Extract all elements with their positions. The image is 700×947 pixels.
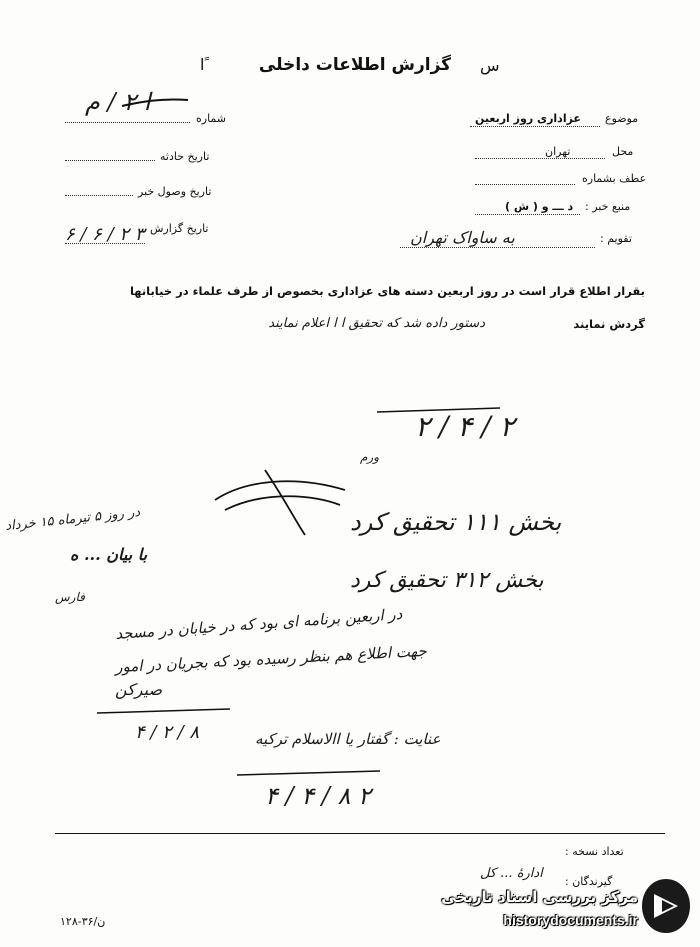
note-date-3: ۴ / ۴ / ۸ ۲: [265, 782, 371, 810]
subject-value: عزاداری روز اربعین: [475, 112, 581, 125]
location-label: محل: [612, 145, 634, 158]
watermark-url: historydocuments.ir: [503, 912, 638, 928]
note-date-3-stroke: [235, 765, 385, 781]
assessment-dots: [400, 247, 595, 248]
report-date-label: تاریخ گزارش: [150, 222, 209, 235]
number-label: شماره: [196, 112, 227, 125]
location-value: تهران: [545, 145, 571, 158]
number-dots: [65, 122, 190, 123]
news-received-date-dots: [65, 195, 133, 196]
note-center-2: بخش ۳۱۲ تحقیق کرد: [350, 568, 544, 593]
page-title: گزارش اطلاعات داخلی: [258, 55, 452, 75]
source-label: منبع خبر :: [585, 200, 631, 213]
note-center-1: بخش ۱۱۱ تحقیق کرد: [350, 508, 562, 536]
note-left-2: با بیان ... ه: [70, 545, 148, 564]
incident-date-dots: [65, 160, 155, 161]
subject-dots: [470, 126, 600, 127]
reference-label: عطف بشماره: [582, 172, 647, 185]
recipients-label: گیرندگان :: [565, 875, 613, 888]
incident-date-label: تاریخ حادثه: [160, 150, 210, 163]
footer-divider: [55, 833, 665, 834]
archive-logo-icon: [640, 876, 692, 936]
assessment-value: به ساواک تهران: [410, 228, 515, 247]
note-date-top: ۲ / ۴ / ۲: [415, 410, 515, 443]
corner-mark-right: س: [480, 56, 500, 75]
body-line-2-handwritten: دستور داده شد که تحقیق ا ا اعلام نمایند: [268, 316, 485, 331]
assessment-label: تقویم :: [600, 232, 632, 245]
recipients-value: ادارهٔ ... کل: [480, 866, 543, 881]
note-long-underline: [95, 705, 235, 717]
note-long-3: صیرکن: [115, 680, 163, 699]
note-sign-1: عنایت : گفتار یا االاسلام ترکیه: [255, 730, 441, 748]
report-date-dots: [65, 243, 145, 244]
watermark-text: مرکز بررسی اسناد تاریخی: [441, 888, 638, 906]
note-left-1: در روز ۵ تیرماه ۱۵ خرداد: [4, 504, 141, 535]
note-left-3: فارس: [55, 590, 85, 604]
note-date-2: ۴ / ۲ / ۸: [135, 722, 200, 743]
corner-mark-left: ا ً: [200, 55, 210, 74]
source-value: د ـــ و ( ش ): [505, 200, 574, 213]
body-line-1: بقرار اطلاع قرار است در روز اربعین دسته های عزاداری بخصوص از طرف علماء در خیابانها: [129, 284, 645, 298]
body-line-2-prefix: گردش نمایند: [573, 317, 645, 331]
form-code: ۱۲۸-۳۶/ن: [60, 915, 106, 928]
source-dots: [475, 214, 580, 215]
number-scribble: [120, 92, 190, 114]
note-long-1: در اربعین برنامه ای بود که در خیابان در مسجد: [114, 604, 403, 644]
report-date-value: ۶ / ۶ / ۲ ۳: [65, 224, 145, 245]
signature-scribble: [205, 460, 355, 540]
note-sig-top: ورم: [360, 450, 380, 464]
copies-label: تعداد نسخه :: [565, 845, 624, 858]
location-dots: [475, 158, 605, 159]
news-received-date-label: تاریخ وصول خبر: [138, 185, 212, 198]
reference-dots: [475, 184, 575, 185]
note-date-top-stroke: [375, 400, 505, 420]
note-long-2: جهت اطلاع هم بنظر رسیده بود که بجریان در امور: [114, 641, 428, 677]
subject-label: موضوع: [605, 112, 639, 125]
number-value: ا ۲ / م: [85, 88, 151, 116]
